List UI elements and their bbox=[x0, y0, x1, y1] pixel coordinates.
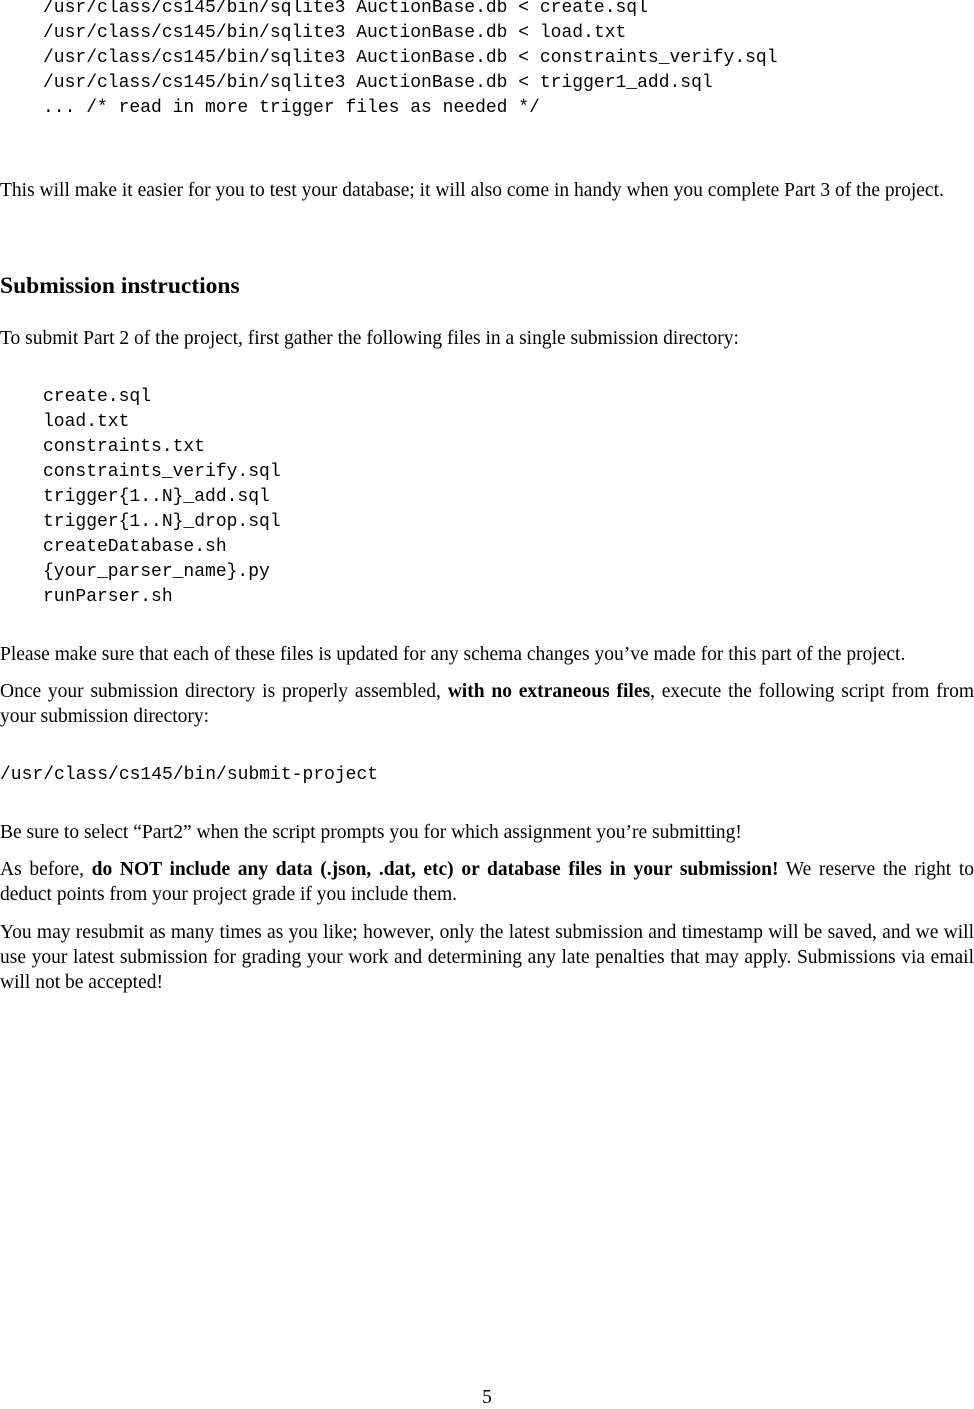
file-list-item: constraints_verify.sql bbox=[43, 462, 281, 482]
update-paragraph: Please make sure that each of these files is updated for any schema changes you’ve made for this part of the project. bbox=[0, 644, 906, 665]
warning-text-start: As before, bbox=[0, 859, 92, 880]
file-list-item: trigger{1..N}_drop.sql bbox=[43, 512, 281, 532]
warning-bold-text: do NOT include any data (.json, .dat, etc) or database files in your submission! bbox=[91, 859, 779, 880]
page-number: 5 bbox=[482, 1387, 492, 1408]
submission-files-list bbox=[43, 385, 281, 610]
select-paragraph: Be sure to select “Part2” when the script prompts you for which assignment you’re submitting! bbox=[0, 822, 742, 843]
load-commands-code-block bbox=[43, 0, 778, 121]
code-line: ... /* read in more trigger files as needed */ bbox=[43, 98, 540, 118]
assembled-paragraph bbox=[0, 679, 974, 729]
file-list-item: create.sql bbox=[43, 387, 152, 407]
assembled-bold-text: with no extraneous files bbox=[447, 681, 651, 702]
warning-paragraph bbox=[0, 857, 974, 907]
code-line: /usr/class/cs145/bin/sqlite3 AuctionBase.db < create.sql bbox=[43, 0, 648, 18]
intro-paragraph: This will make it easier for you to test your database; it will also come in handy when you complete Part 3 of the project. bbox=[0, 180, 944, 201]
file-list-item: createDatabase.sh bbox=[43, 537, 227, 557]
warning-text-end: We reserve the right to deduct points from your project grade if you include them. bbox=[0, 859, 974, 905]
file-list-item: runParser.sh bbox=[43, 587, 173, 607]
assembled-text-end: , execute the following script from from your submission directory: bbox=[0, 681, 974, 727]
gather-paragraph: To submit Part 2 of the project, first gather the following files in a single submission directory: bbox=[0, 328, 739, 349]
file-list-item: {your_parser_name}.py bbox=[43, 562, 270, 582]
file-list-item: trigger{1..N}_add.sql bbox=[43, 487, 270, 507]
code-line: /usr/class/cs145/bin/sqlite3 AuctionBase.db < load.txt bbox=[43, 23, 627, 43]
assembled-text-start: Once your submission directory is properly assembled, bbox=[0, 681, 448, 702]
resubmit-paragraph: You may resubmit as many times as you like; however, only the latest submission and timestamp will be saved, and we will use your latest submission for grading your work and determining any late penalties that may apply. Submissions via email will not be accepted! bbox=[0, 922, 974, 993]
code-line: /usr/class/cs145/bin/sqlite3 AuctionBase.db < trigger1_add.sql bbox=[43, 73, 713, 93]
file-list-item: load.txt bbox=[43, 412, 130, 432]
submit-command: /usr/class/cs145/bin/submit-project bbox=[0, 765, 379, 785]
code-line: /usr/class/cs145/bin/sqlite3 AuctionBase.db < constraints_verify.sql bbox=[43, 48, 778, 68]
section-heading: Submission instructions bbox=[0, 273, 240, 299]
file-list-item: constraints.txt bbox=[43, 437, 206, 457]
